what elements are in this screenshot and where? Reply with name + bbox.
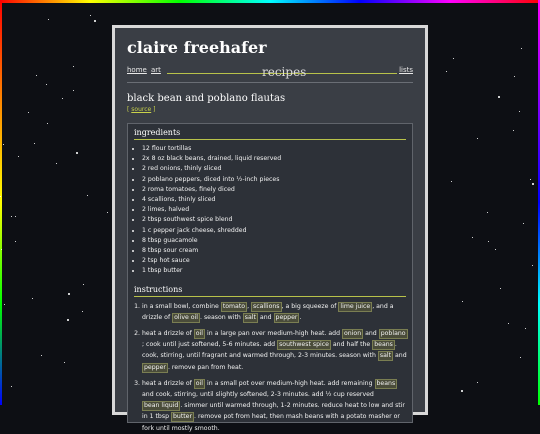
ingredient-tag[interactable]: pepper	[275, 313, 298, 321]
page-container	[112, 25, 428, 432]
star-dot	[90, 15, 91, 16]
nav-section-title: recipes	[262, 65, 307, 79]
star-dot	[83, 284, 84, 285]
star-dot	[32, 298, 33, 299]
star-dot	[11, 216, 12, 217]
star-dot	[34, 143, 35, 144]
instruction-text: . remove pan from heat.	[167, 363, 244, 371]
star-dot	[87, 195, 88, 196]
recipe-title: black bean and poblano flautas	[127, 93, 286, 104]
instruction-text: heat a drizzle of	[142, 379, 194, 387]
ingredient-tag[interactable]: poblano	[380, 330, 406, 338]
instruction-text: . season with	[200, 313, 243, 321]
star-dot	[523, 223, 524, 224]
site-title[interactable]: claire freehafer	[127, 38, 267, 57]
star-dot	[519, 111, 520, 112]
source-bracket-close: ]	[153, 106, 156, 113]
instruction-text: ,	[247, 302, 251, 310]
star-dot	[500, 288, 501, 289]
star-dot	[514, 76, 515, 77]
instruction-step	[142, 378, 408, 434]
star-dot	[67, 319, 69, 321]
star-dot	[56, 163, 57, 164]
star-dot	[0, 196, 1, 197]
ingredient-tag[interactable]: beans	[374, 341, 393, 349]
ingredients-heading: ingredients	[134, 128, 181, 137]
ingredient-tag[interactable]: pepper	[144, 363, 166, 371]
star-dot	[477, 382, 478, 383]
instruction-text: and	[393, 352, 407, 360]
instruction-text: . remove pot from heat, then mash beans with a potato masher or fork until mostly smooth.	[142, 413, 400, 432]
star-dot	[487, 212, 488, 213]
instruction-text: . simmer until warmed through, 1-2 minutes. reduce heat to low and stir in 1 tbsp	[142, 402, 405, 421]
star-dot	[4, 304, 5, 305]
nav-bar	[127, 64, 413, 78]
star-dot	[41, 355, 42, 356]
star-dot	[68, 293, 70, 295]
ingredient-item: • 2 tsp hot sauce	[142, 256, 412, 266]
instruction-text: , a big squeeze of	[281, 302, 339, 310]
source-bracket-open: [	[127, 106, 130, 113]
star-dot	[73, 90, 74, 91]
star-dot	[461, 390, 463, 392]
ingredients-list	[128, 144, 412, 277]
instruction-text: ; cook until just softened, 5-6 minutes. add	[142, 341, 278, 349]
ingredient-tag[interactable]: olive oil	[174, 313, 199, 321]
instruction-text: heat a drizzle of	[142, 330, 194, 338]
instruction-text: in a large pan over medium-high heat. add	[205, 330, 342, 338]
ingredient-tag[interactable]: southwest spice	[279, 341, 329, 349]
instructions-rule	[134, 296, 406, 297]
source-link[interactable]: source	[131, 106, 152, 113]
star-dot	[36, 75, 37, 76]
recipe-card	[127, 123, 413, 432]
star-dot	[451, 181, 452, 182]
header	[127, 38, 413, 113]
star-dot	[76, 152, 78, 154]
ingredient-item: • 2 limes, halved	[142, 205, 412, 215]
star-dot	[3, 144, 4, 145]
instructions-list	[128, 301, 412, 434]
ingredient-item: • 2x 8 oz black beans, drained, liquid reserved	[142, 154, 412, 164]
star-dot	[508, 323, 509, 324]
star-dot	[11, 386, 12, 387]
star-dot	[520, 357, 521, 358]
nav-home-link[interactable]: home	[127, 66, 147, 74]
instruction-step	[142, 301, 408, 323]
ingredient-item: • 2 tbsp southwest spice blend	[142, 215, 412, 225]
instruction-step	[142, 328, 408, 373]
star-dot	[107, 212, 108, 213]
star-dot	[521, 48, 522, 49]
star-dot	[453, 58, 454, 59]
star-dot	[62, 98, 63, 99]
ingredient-tag[interactable]: bean liquid	[144, 402, 179, 410]
instruction-text: and cook, stirring, until slightly softened, 2-3 minutes. add ½ cup reserved	[142, 391, 374, 399]
ingredient-item: • 1 c pepper jack cheese, shredded	[142, 226, 412, 236]
instruction-text: .	[299, 313, 302, 321]
ingredient-item: • 12 flour tortillas	[142, 144, 412, 154]
ingredient-item: • 8 tbsp sour cream	[142, 246, 412, 256]
star-dot	[532, 183, 534, 185]
ingredient-tag[interactable]: onion	[343, 330, 362, 338]
star-dot	[94, 20, 96, 22]
ingredient-tag[interactable]: oil	[195, 379, 204, 387]
star-dot	[18, 156, 19, 157]
instruction-text: and	[363, 330, 379, 338]
instruction-text: in a small pot over medium-high heat. add remaining	[205, 379, 375, 387]
ingredient-item: • 8 tbsp guacamole	[142, 236, 412, 246]
star-dot	[64, 362, 65, 363]
star-dot	[446, 71, 447, 72]
nav-art-link[interactable]: art	[151, 66, 161, 74]
ingredient-tag[interactable]: scallions	[253, 302, 280, 310]
ingredients-rule	[134, 139, 406, 140]
ingredient-item: • 4 scallions, thinly sliced	[142, 195, 412, 205]
star-dot	[1, 249, 2, 250]
instruction-text: and	[257, 313, 274, 321]
ingredient-tag[interactable]: oil	[195, 330, 204, 338]
star-dot	[532, 265, 533, 266]
nav-lists-link[interactable]: lists	[399, 66, 413, 74]
ingredient-item: • 2 poblano peppers, diced into ½-inch pieces	[142, 175, 412, 185]
ingredient-item: • 2 red onions, thinly sliced	[142, 164, 412, 174]
star-dot	[513, 130, 514, 131]
header-divider	[127, 82, 413, 83]
ingredient-tag[interactable]: lime juice	[340, 302, 371, 310]
instruction-text: , and a drizzle of	[142, 302, 394, 321]
star-dot	[28, 112, 29, 113]
source-line	[127, 106, 413, 113]
star-dot	[48, 19, 49, 20]
star-dot	[525, 328, 526, 329]
ingredient-tag[interactable]: tomato	[222, 302, 246, 310]
star-dot	[46, 84, 47, 85]
star-dot	[15, 241, 16, 242]
star-dot	[530, 179, 531, 180]
star-dot	[495, 249, 496, 250]
star-dot	[73, 66, 74, 67]
instruction-text: and half the	[330, 341, 373, 349]
star-dot	[47, 123, 48, 124]
ingredient-item: • 1 tbsp butter	[142, 266, 412, 276]
star-dot	[15, 216, 16, 217]
instruction-text: in a small bowl, combine	[142, 302, 221, 310]
ingredient-tag[interactable]: salt	[379, 352, 392, 360]
star-dot	[462, 301, 463, 302]
star-dot	[472, 237, 473, 238]
star-dot	[498, 96, 500, 98]
ingredient-tag[interactable]: salt	[244, 313, 256, 321]
star-dot	[82, 311, 83, 312]
ingredient-item: • 2 roma tomatoes, finely diced	[142, 185, 412, 195]
ingredient-tag[interactable]: beans	[376, 379, 396, 387]
star-dot	[488, 241, 489, 242]
instructions-heading: instructions	[134, 284, 183, 294]
ingredient-tag[interactable]: butter	[172, 413, 193, 421]
star-dot	[477, 138, 478, 139]
instruction-text: . cook, stirring, until fragrant and warmed through, 2-3 minutes. season with	[142, 341, 397, 360]
